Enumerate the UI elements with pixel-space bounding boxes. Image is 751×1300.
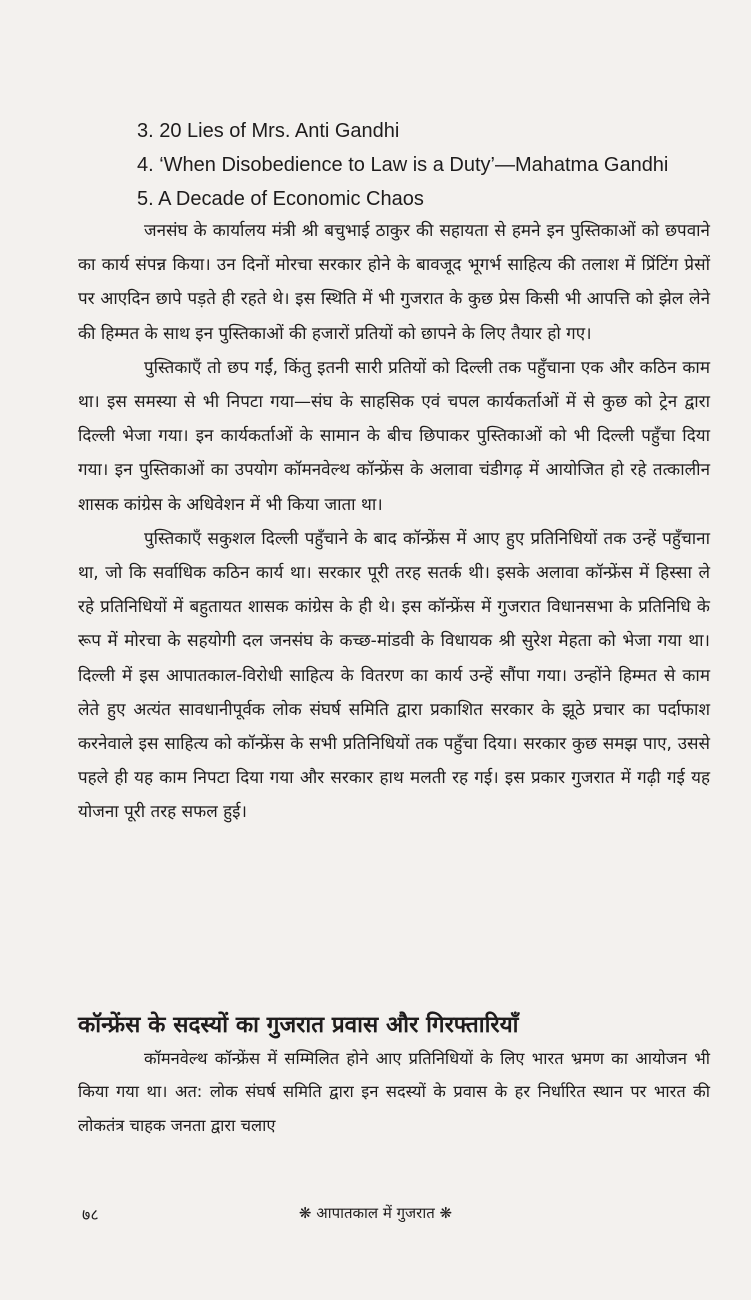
page-footer: [0, 1203, 751, 1233]
list-item: 4. ‘When Disobedience to Law is a Duty’—Mahatma Gandhi: [137, 154, 669, 176]
section-heading: कॉन्फ्रेंस के सदस्यों का गुजरात प्रवास और गिरफ्तारियाँ: [78, 1012, 519, 1038]
list-item: 5. A Decade of Economic Chaos: [137, 188, 424, 210]
body-text: [78, 214, 710, 830]
paragraph: पुस्तिकाएँ तो छप गईं, किंतु इतनी सारी प्रतियों को दिल्ली तक पहुँचाना एक और कठिन काम था। इस समस्या से भी निपटा गया—संघ के साहसिक एवं चपल कार्यकर्ताओं में से कुछ को ट्रेन द्वारा दिल्ली भेजा गया। इन कार्यकर्ताओं के सामान के बीच छिपाकर पुस्तिकाओं को भी दिल्ली पहुँचा दिया गया। इन पुस्तिकाओं का उपयोग कॉमनवेल्थ कॉन्फ्रेंस के अलावा चंडीगढ़ में आयोजित हो रहे तत्कालीन शासक कांग्रेस के अधिवेशन में भी किया जाता था।: [78, 357, 710, 515]
section-body: [78, 1042, 710, 1142]
list-item: 3. 20 Lies of Mrs. Anti Gandhi: [137, 120, 400, 142]
paragraph: जनसंघ के कार्यालय मंत्री श्री बचुभाई ठाकुर की सहायता से हमने इन पुस्तिकाओं को छपवाने का कार्य संपन्न किया। उन दिनों मोरचा सरकार होने के बावजूद भूगर्भ साहित्य की तलाश में प्रिंटिंग प्रेसों पर आएदिन छापे पड़ते ही रहते थे। इस स्थिति में भी गुजरात के कुछ प्रेस किसी भी आपत्ति को झेल लेने की हिम्मत के साथ इन पुस्तिकाओं की हजारों प्रतियों को छापने के लिए तैयार हो गए।: [78, 221, 710, 344]
running-title: ❋ आपातकाल में गुजरात ❋: [298, 1204, 453, 1222]
page-number: ७८: [82, 1205, 99, 1224]
paragraph: कॉमनवेल्थ कॉन्फ्रेंस में सम्मिलित होने आए प्रतिनिधियों के लिए भारत भ्रमण का आयोजन भी किया गया था। अत: लोक संघर्ष समिति द्वारा इन सदस्यों के प्रवास के हर निर्धारित स्थान पर भारत की लोकतंत्र चाहक जनता द्वारा चलाए: [78, 1049, 710, 1135]
booklet-title-list: [137, 114, 668, 216]
paragraph: पुस्तिकाएँ सकुशल दिल्ली पहुँचाने के बाद कॉन्फ्रेंस में आए हुए प्रतिनिधियों तक उन्हें पहुँचाना था, जो कि सर्वाधिक कठिन कार्य था। सरकार पूरी तरह सतर्क थी। इसके अलावा कॉन्फ्रेंस में हिस्सा ले रहे प्रतिनिधियों में बहुतायत शासक कांग्रेस के ही थे। इस कॉन्फ्रेंस में गुजरात विधानसभा के प्रतिनिधि के रूप में मोरचा के सहयोगी दल जनसंघ के कच्छ-मांडवी के विधायक श्री सुरेश मेहता को भेजा गया था। दिल्ली में इस आपातकाल-विरोधी साहित्य के वितरण का कार्य उन्हें सौंपा गया। उन्होंने हिम्मत से काम लेते हुए अत्यंत सावधानीपूर्वक लोक संघर्ष समिति द्वारा प्रकाशित सरकार के झूठे प्रचार का पर्दाफाश करनेवाले इस साहित्य को कॉन्फ्रेंस के सभी प्रतिनिधियों तक पहुँचा दिया। सरकार कुछ समझ पाए, उससे पहले ही यह काम निपटा दिया गया और सरकार हाथ मलती रह गई। इस प्रकार गुजरात में गढ़ी गई यह योजना पूरी तरह सफल हुई।: [78, 528, 710, 823]
